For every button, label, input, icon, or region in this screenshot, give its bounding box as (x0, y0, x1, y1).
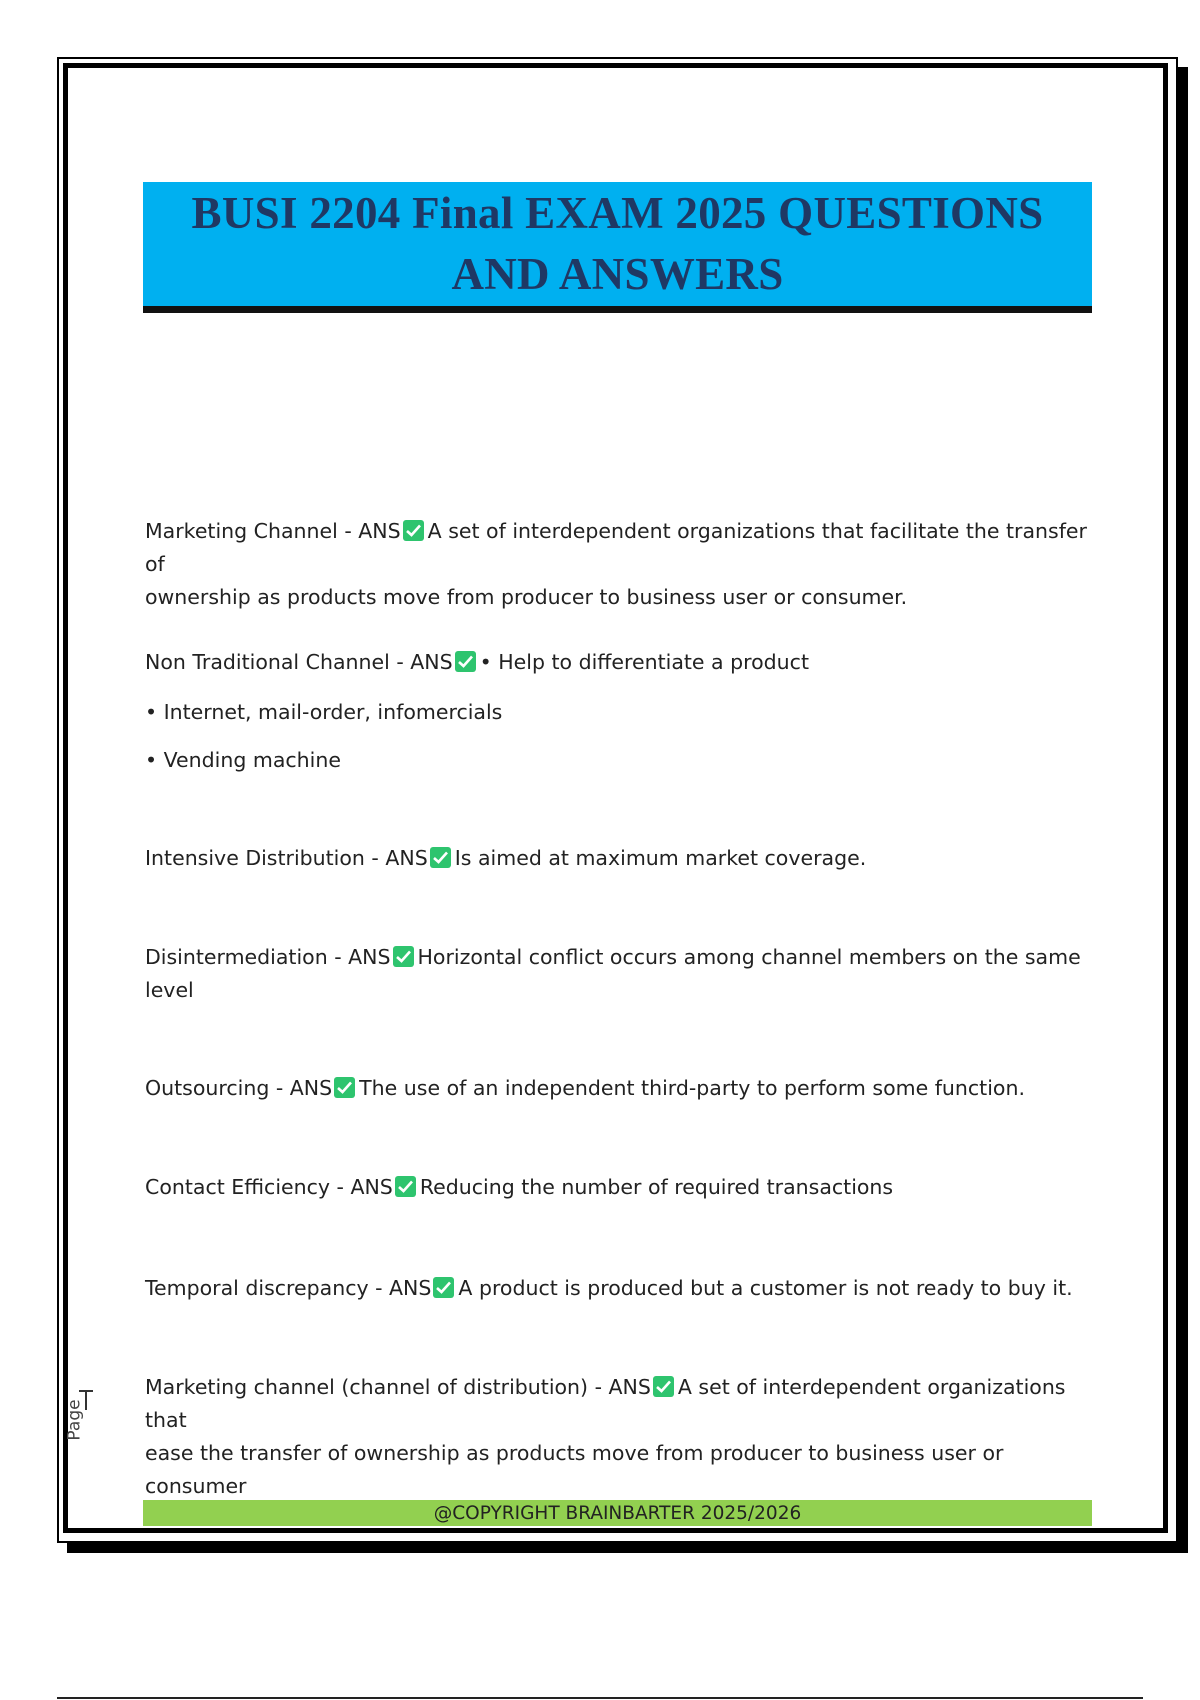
qa-entry-intensive-distribution (145, 842, 1095, 875)
checkmark-icon (653, 1376, 674, 1397)
checkmark-icon (433, 1277, 454, 1298)
entry-term: Disintermediation - (145, 945, 349, 969)
entry-answer: A set of interdependent organizations that facilitate the transfer of (145, 519, 1087, 576)
entry-term: Outsourcing - (145, 1076, 290, 1100)
entry-answer: Is aimed at maximum market coverage. (454, 846, 867, 870)
bullet-item: • Vending machine (145, 748, 341, 772)
answer-marker: ANS (358, 519, 401, 543)
entry-term: Non Traditional Channel - (145, 650, 411, 674)
answer-marker: ANS (389, 1276, 432, 1300)
qa-entry-outsourcing (145, 1072, 1095, 1105)
checkmark-icon (430, 847, 451, 868)
document-title (192, 183, 1044, 305)
bottom-divider (57, 1697, 1143, 1699)
entry-term: Temporal discrepancy - (145, 1276, 390, 1300)
entry-answer-continued: level (145, 978, 194, 1002)
qa-entry-non-traditional-channel (145, 646, 1095, 679)
page-number-label (66, 1390, 96, 1450)
checkmark-icon (334, 1077, 355, 1098)
entry-answer: • Help to differentiate a product (479, 650, 809, 674)
entry-term: Marketing Channel - (145, 519, 359, 543)
answer-marker: ANS (350, 1175, 393, 1199)
entry-answer: A product is produced but a customer is not ready to buy it. (458, 1276, 1073, 1300)
entry-answer: Reducing the number of required transactions (419, 1175, 894, 1199)
qa-entry-marketing-channel (145, 515, 1095, 614)
entry-term: Intensive Distribution - (145, 846, 386, 870)
qa-entry-contact-efficiency (145, 1171, 1095, 1204)
entry-answer-continued: ease the transfer of ownership as products move from producer to business user or consumer (145, 1441, 1004, 1498)
answer-marker: ANS (289, 1076, 333, 1100)
entry-answer: The use of an independent third-party to perform some function. (359, 1076, 1025, 1100)
page-number-mark (85, 1390, 87, 1410)
entry-answer-continued: ownership as products move from producer to business user or consumer. (145, 585, 908, 609)
entry-answer: A set of interdependent organizations that (145, 1375, 1066, 1432)
entry-term: Contact Efficiency - (145, 1175, 351, 1199)
checkmark-icon (455, 651, 476, 672)
answer-marker: ANS (348, 945, 391, 969)
bullet-item: • Internet, mail-order, infomercials (145, 700, 503, 724)
title-line-1: BUSI 2204 Final EXAM 2025 QUESTIONS (191, 188, 1044, 238)
title-banner (143, 182, 1092, 313)
copyright-footer (143, 1500, 1092, 1526)
entry-term: Marketing channel (channel of distribution) - (145, 1375, 609, 1399)
checkmark-icon (395, 1176, 416, 1197)
copyright-text: @COPYRIGHT BRAINBARTER 2025/2026 (433, 1502, 802, 1524)
qa-entry-temporal-discrepancy (145, 1272, 1095, 1305)
answer-marker: ANS (385, 846, 428, 870)
checkmark-icon (393, 946, 414, 967)
qa-entry-marketing-channel-distribution (145, 1371, 1095, 1503)
answer-marker: ANS (410, 650, 453, 674)
answer-marker: ANS (608, 1375, 651, 1399)
qa-entry-disintermediation (145, 941, 1095, 1007)
page-label-text: Page (64, 1399, 85, 1441)
title-line-2: AND ANSWERS (451, 249, 784, 299)
entry-answer: Horizontal conflict occurs among channel members on the same (417, 945, 1081, 969)
checkmark-icon (403, 520, 424, 541)
